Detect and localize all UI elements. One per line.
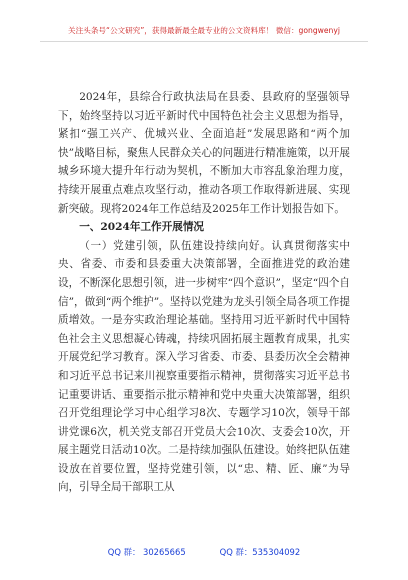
section-paragraph-1: （一）党建引领，队伍建设持续向好。认真贯彻落实中央、省委、市委和县委重大决策部署，全面推进党的政治建设，不断深化思想引领，进一步树牢“四个意识”，坚定“四个自信”，做到“两个维护”。坚持以党建为龙头引领全局各项工作提质增效。一是夯实政治理论基础。坚持用习近平新时代中国特色社会主义思想凝心铸魂，持续巩固拓展主题教育成果，扎实开展党纪学习教育。深入学习省委、市委、县委历次全会精神和习近平总书记来川视察重要指示精神，贯彻落实习近平总书记重要讲话、重要指示批示精神和党中央重大决策部署，组织召开党组理论学习中心组学习8次、专题学习10次，领导干部讲党课6次，机关党支部召开党员大会10次、支委会10次，开展主题党日活动10次。二是持续加强队伍建设。始终把队伍建设放在首要位置，坚持党建引领，以“忠、精、匠、廉”为导向，引导全局干部职工从 <box>58 239 350 494</box>
header-divider <box>40 41 368 42</box>
header-banner: 关注头条号“公文研究”，获得最新最全最专业的公文资料库！ 微信：gongwenyj <box>68 26 340 35</box>
footer-qq-group-2: QQ 群：535304092 <box>219 547 301 557</box>
section-heading: 一、2024年工作开展情况 <box>79 221 205 234</box>
footer-qq-group-1: QQ 群： 30265665 <box>107 547 186 557</box>
document-body <box>58 88 350 497</box>
footer-contact <box>0 546 408 558</box>
intro-paragraph: 2024年，县综合行政执法局在县委、县政府的坚强领导下，始终坚持以习近平新时代中国特色社会主义思想为指导，紧扣“强工兴产、优城兴业、全面追赶”发展思路和“两个加快”战略目标，聚焦人民群众关心的问题进行精准施策，以开展城乡环境大提升年行动为契机，不断加大市容乱象治理力度，持续开展重点难点攻坚行动，推动各项工作取得新进展、实现新突破。现将2024年工作总结及2025年工作计划报告如下。 <box>58 91 350 215</box>
